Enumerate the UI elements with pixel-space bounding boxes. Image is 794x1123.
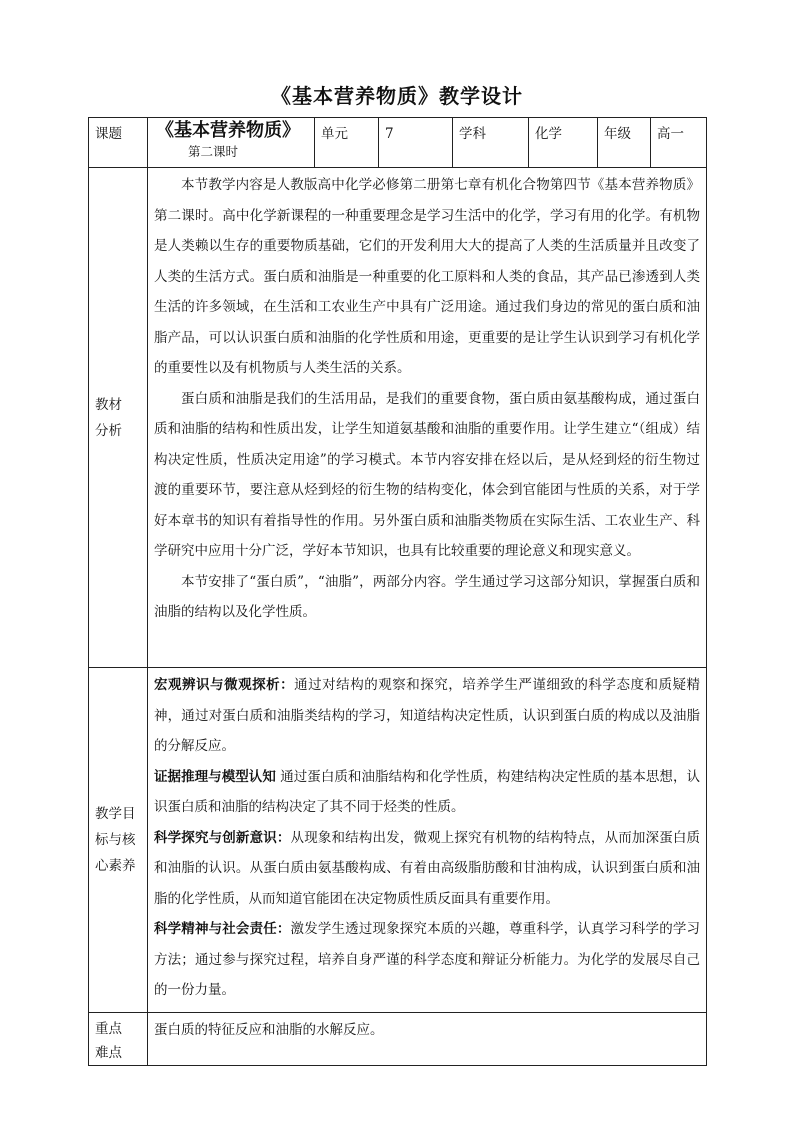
analysis-label-line1: 教材 bbox=[95, 396, 122, 413]
subject-label: 学科 bbox=[453, 118, 529, 168]
goal-item bbox=[154, 914, 700, 1006]
keypoints-row bbox=[89, 1013, 707, 1066]
goal-item bbox=[154, 823, 700, 915]
analysis-paragraph: 蛋白质和油脂是我们的生活用品，是我们的重要食物，蛋白质由氨基酸构成，通过蛋白质和油脂的结构和性质出发，让学生知道氨基酸和油脂的重要作用。让学生建立“（组成）结构决定性质，性质决定用途”的学习模式。本节内容安排在烃以后，是从烃到烃的衍生物过渡的重要环节，要注意从烃到烃的衍生物的结构变化，体会到官能团与性质的关系，对于学好本章书的知识有着指导性的作用。另外蛋白质和油脂类物质在实际生活、工农业生产、科学研究中应用十分广泛，学好本节知识，也具有比较重要的理论意义和现实意义。 bbox=[154, 390, 700, 559]
goal-item bbox=[154, 670, 700, 762]
keypoints-content: 蛋白质的特征反应和油脂的水解反应。 bbox=[148, 1013, 707, 1066]
keypoints-label-line2: 难点 bbox=[95, 1045, 122, 1061]
unit-value: 7 bbox=[379, 118, 453, 168]
goals-content bbox=[148, 668, 707, 1013]
analysis-paragraph: 本节安排了“蛋白质”，“油脂”，两部分内容。学生通过学习这部分知识，掌握蛋白质和油脂的结构以及化学性质。 bbox=[154, 573, 700, 620]
analysis-paragraph: 本节教学内容是人教版高中化学必修第二册第七章有机化合物第四节《基本营养物质》第二课时。高中化学新课程的一种重要理念是学习生活中的化学，学习有用的化学。有机物是人类赖以生存的重要物质基础，它们的开发利用大大的提高了人类的生活质量并且改变了人类的生活方式。蛋白质和油脂是一种重要的化工原料和人类的食品，其产品已渗透到人类生活的许多领域，在生活和工农业生产中具有广泛用途。通过我们身边的常见的蛋白质和油脂产品，可以认识蛋白质和油脂的化学性质和用途，更重要的是让学生认识到学习有机化学的重要性以及有机物质与人类生活的关系。 bbox=[154, 177, 700, 376]
goal-heading: 证据推理与模型认知 bbox=[154, 768, 276, 785]
goal-heading: 科学探究与创新意识： bbox=[154, 829, 291, 846]
goals-label-line1: 教学目 bbox=[95, 806, 136, 822]
goals-label-line2: 标与核 bbox=[95, 832, 136, 848]
goals-row bbox=[89, 668, 707, 1013]
goal-text: 激发学生透过现象探究本质的兴趣，尊重科学，认真学习科学的学习方法；通过参与探究过程，培养自身严谨的科学态度和辩证分析能力。为化学的发展尽自己的一份力量。 bbox=[154, 921, 701, 998]
course-name: 《基本营养物质》 bbox=[156, 120, 300, 141]
subject-value: 化学 bbox=[529, 118, 598, 168]
course-subtitle: 第二课时 bbox=[188, 144, 239, 159]
header-row bbox=[89, 118, 707, 168]
course-label: 课题 bbox=[89, 118, 148, 168]
goals-label-line3: 心素养 bbox=[95, 858, 136, 874]
analysis-label-line2: 分析 bbox=[95, 422, 122, 439]
analysis-row bbox=[89, 168, 707, 668]
course-cell bbox=[148, 118, 315, 168]
document-title: 《基本营养物质》教学设计 bbox=[271, 84, 523, 108]
keypoints-label bbox=[89, 1013, 148, 1066]
lesson-plan-table bbox=[88, 117, 707, 1066]
analysis-label bbox=[89, 168, 148, 668]
keypoints-label-line1: 重点 bbox=[95, 1021, 122, 1037]
analysis-content bbox=[148, 168, 707, 668]
grade-value: 高一 bbox=[651, 118, 707, 168]
goal-item bbox=[154, 762, 700, 823]
goal-heading: 宏观辨识与微观探析： bbox=[154, 677, 295, 693]
goals-label bbox=[89, 668, 148, 1013]
goal-text: 从现象和结构出发，微观上探究有机物的结构特点，从而加深蛋白质和油脂的认识。从蛋白质由氨基酸构成、有着由高级脂肪酸和甘油构成，认识到蛋白质和油脂的化学性质，从而知道官能团在决定物质性质反面具有重要作用。 bbox=[154, 829, 701, 907]
unit-label: 单元 bbox=[315, 118, 379, 168]
goal-text: 通过对结构的观察和探究，培养学生严谨细致的科学态度和质疑精神，通过对蛋白质和油脂类结构的学习，知道结构决定性质，认识到蛋白质的构成以及油脂的分解反应。 bbox=[154, 677, 701, 754]
grade-label: 年级 bbox=[598, 118, 651, 168]
goal-text: 通过蛋白质和油脂结构和化学性质，构建结构决定性质的基本思想，认识蛋白质和油脂的结构决定了其不同于烃类的性质。 bbox=[154, 768, 701, 815]
goal-heading: 科学精神与社会责任： bbox=[154, 921, 291, 937]
